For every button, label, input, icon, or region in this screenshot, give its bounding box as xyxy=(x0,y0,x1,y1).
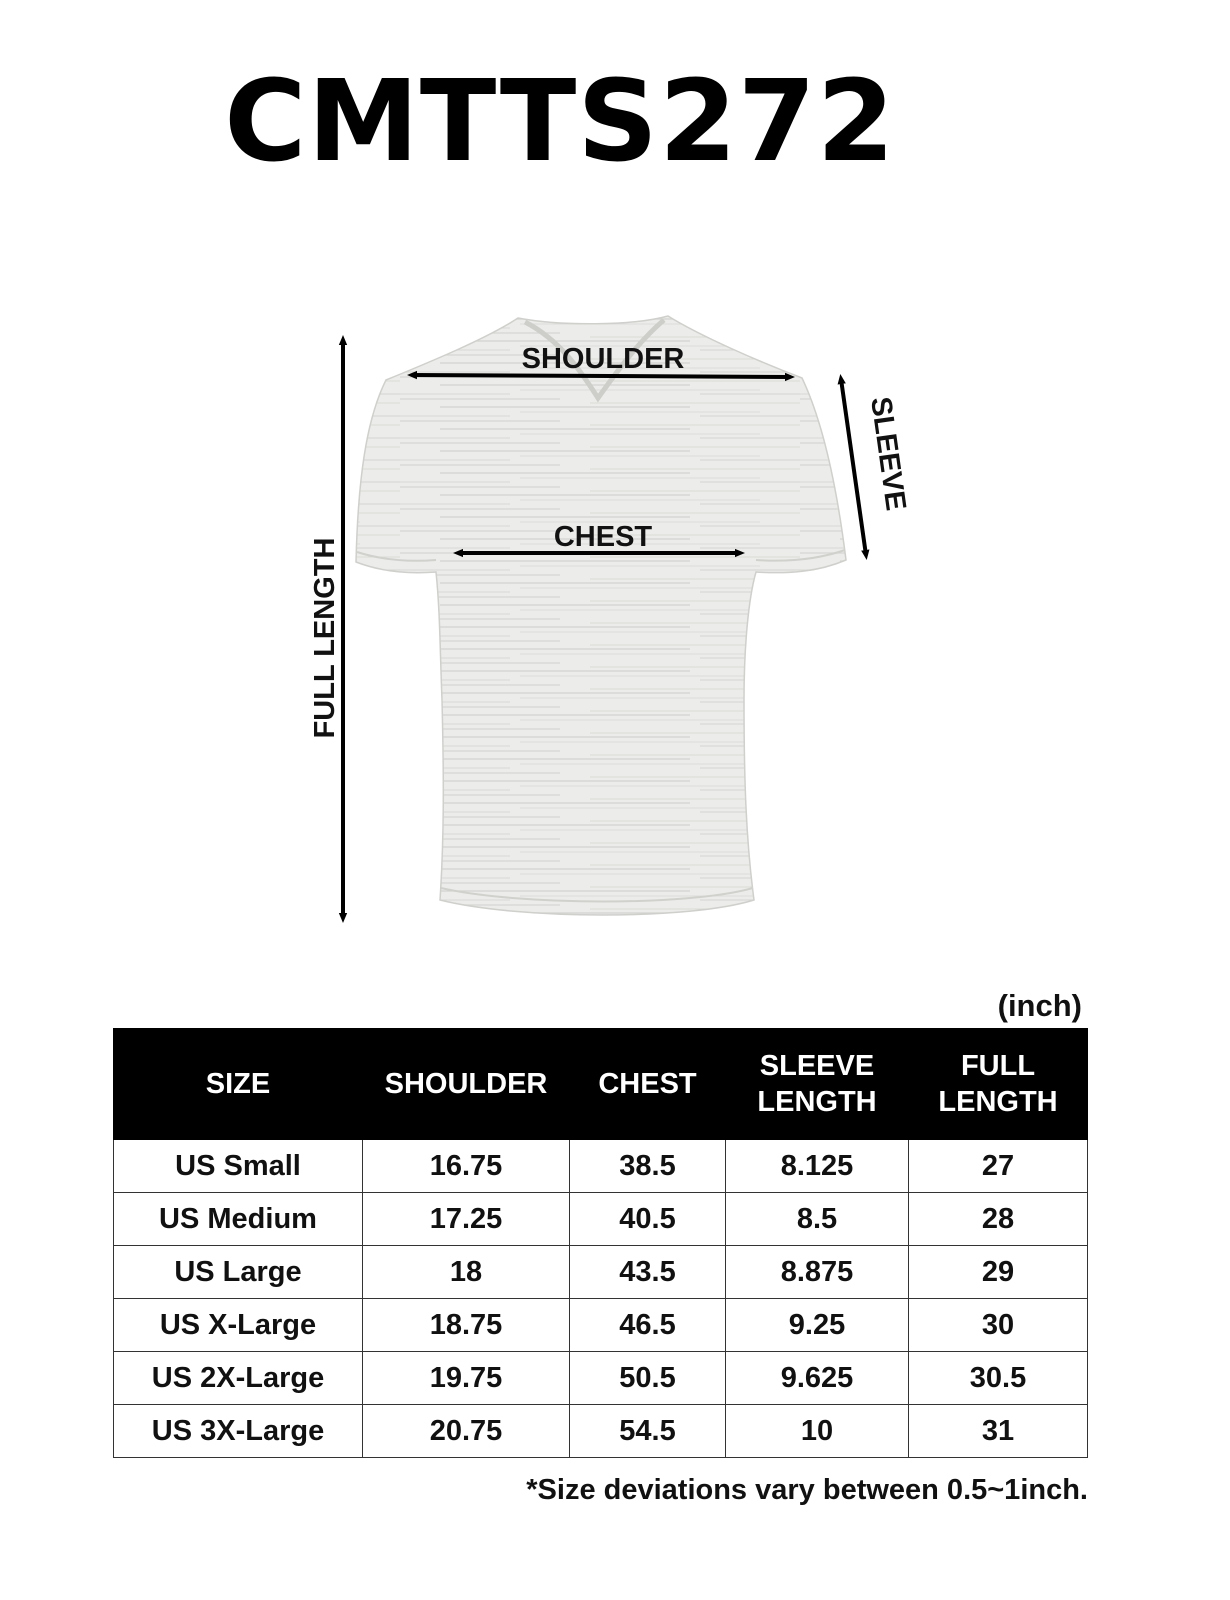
header-chest: CHEST xyxy=(570,1029,726,1140)
sleeve-arrow xyxy=(841,379,866,555)
table-row xyxy=(114,1299,1088,1352)
chest-label: CHEST xyxy=(553,521,653,553)
cell-chest: 50.5 xyxy=(570,1352,726,1405)
shoulder-label: SHOULDER xyxy=(521,343,685,375)
cell-full-length: 28 xyxy=(909,1193,1088,1246)
size-deviation-note: *Size deviations vary between 0.5~1inch. xyxy=(526,1474,1088,1506)
table-header-row xyxy=(114,1029,1088,1140)
cell-chest: 54.5 xyxy=(570,1405,726,1458)
cell-shoulder: 18.75 xyxy=(363,1299,570,1352)
cell-size: US Large xyxy=(114,1246,363,1299)
header-full-line2: LENGTH xyxy=(938,1086,1058,1118)
full-length-label: FULL LENGTH xyxy=(309,537,341,739)
cell-shoulder: 16.75 xyxy=(363,1140,570,1193)
product-code-title: CMTTS272 xyxy=(224,57,896,187)
cell-full-length: 31 xyxy=(909,1405,1088,1458)
table-row xyxy=(114,1246,1088,1299)
header-size: SIZE xyxy=(114,1029,363,1140)
cell-sleeve: 8.875 xyxy=(726,1246,909,1299)
table-row xyxy=(114,1140,1088,1193)
cell-shoulder: 17.25 xyxy=(363,1193,570,1246)
cell-size: US X-Large xyxy=(114,1299,363,1352)
cell-shoulder: 20.75 xyxy=(363,1405,570,1458)
table-row xyxy=(114,1352,1088,1405)
cell-shoulder: 18 xyxy=(363,1246,570,1299)
cell-size: US Medium xyxy=(114,1193,363,1246)
cell-sleeve: 10 xyxy=(726,1405,909,1458)
tshirt-illustration xyxy=(356,316,846,915)
cell-size: US 3X-Large xyxy=(114,1405,363,1458)
cell-chest: 40.5 xyxy=(570,1193,726,1246)
table-row xyxy=(114,1405,1088,1458)
header-full-length xyxy=(909,1029,1088,1140)
header-shoulder: SHOULDER xyxy=(363,1029,570,1140)
header-full-line1: FULL xyxy=(960,1049,1036,1082)
cell-sleeve: 8.125 xyxy=(726,1140,909,1193)
cell-full-length: 29 xyxy=(909,1246,1088,1299)
cell-size: US 2X-Large xyxy=(114,1352,363,1405)
cell-chest: 46.5 xyxy=(570,1299,726,1352)
cell-sleeve: 9.25 xyxy=(726,1299,909,1352)
unit-label: (inch) xyxy=(997,988,1082,1023)
tshirt-body xyxy=(356,316,846,915)
size-chart-table xyxy=(113,1028,1088,1458)
header-sleeve-length xyxy=(726,1029,909,1140)
cell-sleeve: 9.625 xyxy=(726,1352,909,1405)
header-sleeve-line1: SLEEVE xyxy=(759,1049,875,1082)
header-sleeve-line2: LENGTH xyxy=(757,1086,877,1118)
sleeve-label: SLEEVE xyxy=(864,394,912,513)
cell-shoulder: 19.75 xyxy=(363,1352,570,1405)
cell-full-length: 30.5 xyxy=(909,1352,1088,1405)
cell-full-length: 27 xyxy=(909,1140,1088,1193)
shoulder-arrow xyxy=(412,375,790,377)
cell-size: US Small xyxy=(114,1140,363,1193)
cell-sleeve: 8.5 xyxy=(726,1193,909,1246)
cell-full-length: 30 xyxy=(909,1299,1088,1352)
cell-chest: 38.5 xyxy=(570,1140,726,1193)
table-row xyxy=(114,1193,1088,1246)
cell-chest: 43.5 xyxy=(570,1246,726,1299)
